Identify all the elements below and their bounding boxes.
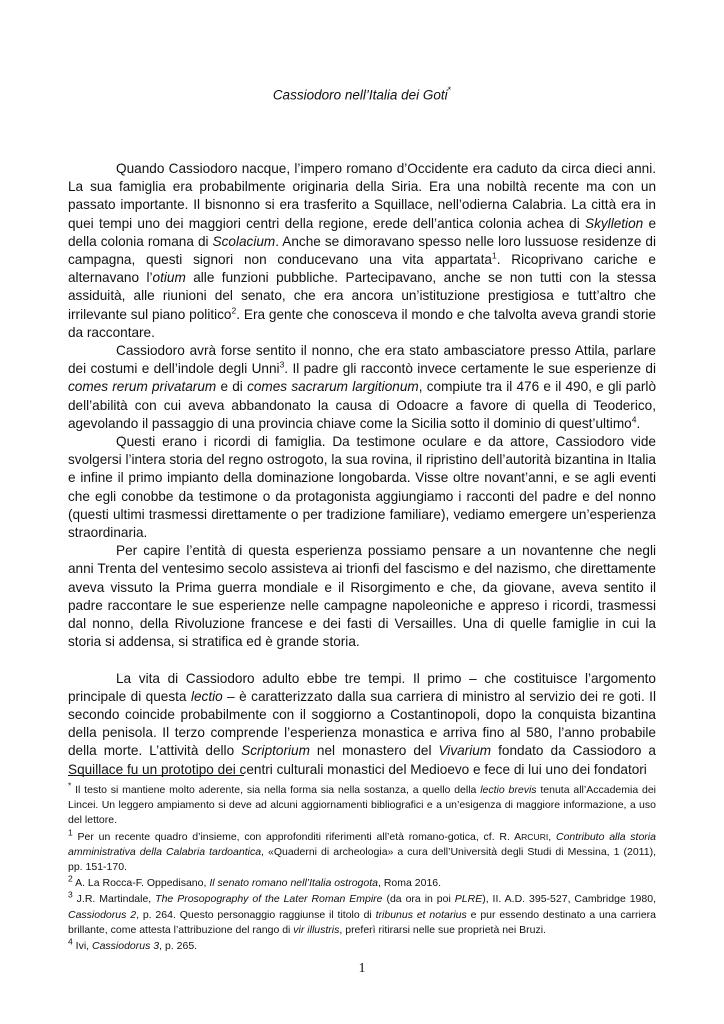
text-run: alle funzioni pubbliche. Partecipavano, anche se non tutti con la stessa assiduità, alle riunioni del senato, che era ancora un’istituzione prestigiosa e tutt’altro che irrilevante sul piano politico	[68, 270, 657, 322]
text-run: . Il padre gli raccontò invece certamente le sue esperienze di	[284, 361, 656, 377]
italic-text: Skylletion	[585, 215, 644, 231]
italic-text: comes sacrarum largitionum	[247, 379, 419, 395]
title-text: Cassiodoro nell’Italia dei Goti	[272, 87, 448, 103]
text-run: , p. 264. Questo personaggio raggiunse il titolo di	[136, 908, 376, 921]
footnote-reference: 2	[231, 305, 237, 316]
italic-text: tribunus et notarius	[375, 908, 467, 921]
text-run: e pur essendo destinato a una carriera brillante, come attesta l’attribuzione del rango di	[68, 908, 657, 936]
italic-text: Il senato romano nell’Italia ostrogota	[209, 877, 378, 890]
page-number: 1	[358, 961, 366, 976]
text-run: . Anche se dimoravano spesso nelle loro lussuose residenze di campagna, questi signori non conducevano una vita appartata	[68, 233, 656, 268]
text-run: A. La Rocca-F. Oppedisano,	[72, 877, 210, 890]
footnote	[68, 936, 656, 954]
text-run: tenuta all’Accademia dei Lincei. Un leggero ampiamento si deve ad alcuni aggiornamenti bibliografici e a un’esigenza di maggiore informazione, a uso del lettore.	[68, 784, 656, 827]
text-run: – è caratterizzato dalla sua carriera di ministro al servizio dei re goti. Il secondo coincide probabilmente con il soggiorno a Costantinopoli, dopo la conquista bizantina della penisola. Il terzo comprende l’esperienza monastica e arriva fino al 580, l’anno probabile della morte. L’attività dello	[68, 688, 656, 759]
text-run: . Era gente che conosceva il mondo e che talvolta aveva grandi storie da raccontare.	[68, 306, 656, 340]
footnote	[68, 827, 656, 876]
footnote-reference: 1	[68, 827, 73, 838]
italic-text: Vivarium	[438, 743, 492, 759]
footnote-reference: 1	[491, 250, 497, 261]
footnote	[68, 873, 656, 891]
text-run: Il testo si mantiene molto aderente, sia nella forma sia nella sostanza, a quello della	[71, 784, 481, 796]
text-run: fondato da Cassiodoro a Squillace fu un prototipo dei centri culturali monastici del Medioevo e fece di lui uno dei fondatori	[68, 743, 656, 777]
footnote	[68, 780, 656, 829]
italic-text: lectio brevis	[480, 784, 537, 796]
footnote-reference: *	[68, 780, 72, 791]
italic-text: comes rerum privatarum	[68, 379, 217, 395]
text-run: Per capire l’entità di questa esperienza possiamo pensare a un novantenne che negli anni Trenta del ventesimo secolo assisteva ai trionfi del fascismo e del nazismo, che direttamente aveva vissuto la Prima guerra mondiale e il Risorgimento e che, da giovane, aveva sentito il padre raccontare le sue esperienze nelle campagne napoleoniche e appreso i ricordi, trasmessi dal nonno, della Rivoluzione francese e dei fasti di Versailles. Una di quelle famiglie in cui la storia si addensa, si stratifica ed è grande storia.	[68, 543, 656, 650]
italic-text: Scriptorium	[241, 743, 310, 759]
text-run: Per un recente quadro d’insieme, con approfonditi riferimenti all’età romano-gotica, cf. R. A	[72, 830, 522, 843]
italic-text: The Prosopography of the Later Roman Empire	[155, 893, 383, 906]
text-run: e di	[216, 379, 248, 395]
italic-text: Contributo alla storia amministrativa della Calabria tardoantica	[68, 830, 656, 858]
footnotes	[68, 780, 657, 955]
text-run: , Roma 2016.	[378, 877, 442, 890]
text-run: nel monastero del	[309, 743, 439, 759]
paragraph	[68, 670, 656, 779]
text-run: ,	[548, 830, 556, 843]
footnote-reference: 3	[279, 359, 285, 370]
text-run: Ivi,	[72, 940, 92, 953]
text-run: Questi erano i ricordi di famiglia. Da testimone oculare e da attore, Cassiodoro vide svolgersi l’intera storia del regno ostrogoto, la sua rovina, il ripristino dell’autorità bizantina in Italia e infine il primo impianto della dominazione longobarda. Visse oltre novant’anni, e se agli eventi che egli conobbe da testimone o da protagonista aggiungiamo i racconti del padre e del nonno (questi ultimi trasmessi direttamente o per tradizione familiare), vediamo emergere un’esperienza straordinaria.	[68, 434, 656, 541]
text-run: La vita di Cassiodoro adulto ebbe tre tempi. Il primo – che costituisce l’argomento principale di questa	[68, 670, 656, 704]
text-run: Cassiodoro avrà forse sentito il nonno, che era stato ambasciatore presso Attila, parlare dei costumi e dell’indole degli Unni	[68, 343, 656, 377]
text-run: ), II. A.D. 395-527, Cambridge 1980,	[482, 893, 656, 906]
text-run: J.R. Martindale,	[72, 893, 156, 906]
text-run: e della colonia romana di	[68, 215, 657, 249]
text-run: . Ricoprivano cariche e alternavano l’	[68, 252, 656, 286]
paragraph	[68, 160, 656, 342]
title-footnote-mark: *	[447, 85, 452, 95]
text-run: .	[636, 415, 641, 431]
small-caps-text: RCURI	[521, 831, 549, 842]
main-text	[68, 160, 656, 779]
text-run: , «Quaderni di archeologia» a cura dell’Università degli Studi di Messina, 1 (2011), pp. 151-170.	[68, 845, 656, 874]
italic-text: Cassiodorus 3	[92, 940, 160, 953]
text-run: , preferì ritirarsi nelle sue proprietà nei Bruzi.	[339, 923, 546, 936]
paragraph	[68, 433, 656, 542]
text-run: , compiute tra il 476 e il 490, e gli parlò dell’abilità con cui aveva abbandonato la causa di Odoacre a favore di quella di Teoderico, agevolando il passaggio di una provincia chiave come la Sicilia sotto il dominio di quest’ultimo	[68, 379, 657, 431]
italic-text: lectio	[190, 688, 223, 704]
text-run: , p. 265.	[159, 940, 198, 953]
footnote-reference: 4	[631, 414, 637, 425]
paragraph	[68, 342, 656, 433]
text-run: (da ora in poi	[382, 893, 455, 906]
italic-text: PLRE	[454, 893, 483, 906]
italic-text: vir illustris	[293, 923, 340, 936]
footnote-reference: 4	[68, 936, 73, 947]
page-title	[0, 86, 724, 103]
italic-text: Cassiodorus 2	[68, 908, 137, 921]
italic-text: Scolacium	[212, 233, 276, 249]
footnote	[68, 889, 657, 938]
paragraph	[68, 542, 656, 651]
italic-text: otium	[152, 270, 186, 286]
text-run: Quando Cassiodoro nacque, l’impero romano d’Occidente era caduto da circa dieci anni. La sua famiglia era probabilmente originaria della Siria. Era una nobiltà recente ma con un passato importante. Il bisnonno si era trasferito a Squillace, nell’odierna Calabria. La città era in quei tempi uno dei maggiori centri della regione, erede dell’antica colonia achea di	[68, 161, 656, 231]
footnote-reference: 2	[68, 873, 73, 884]
footnote-separator	[68, 775, 244, 776]
footnote-reference: 3	[68, 889, 73, 900]
